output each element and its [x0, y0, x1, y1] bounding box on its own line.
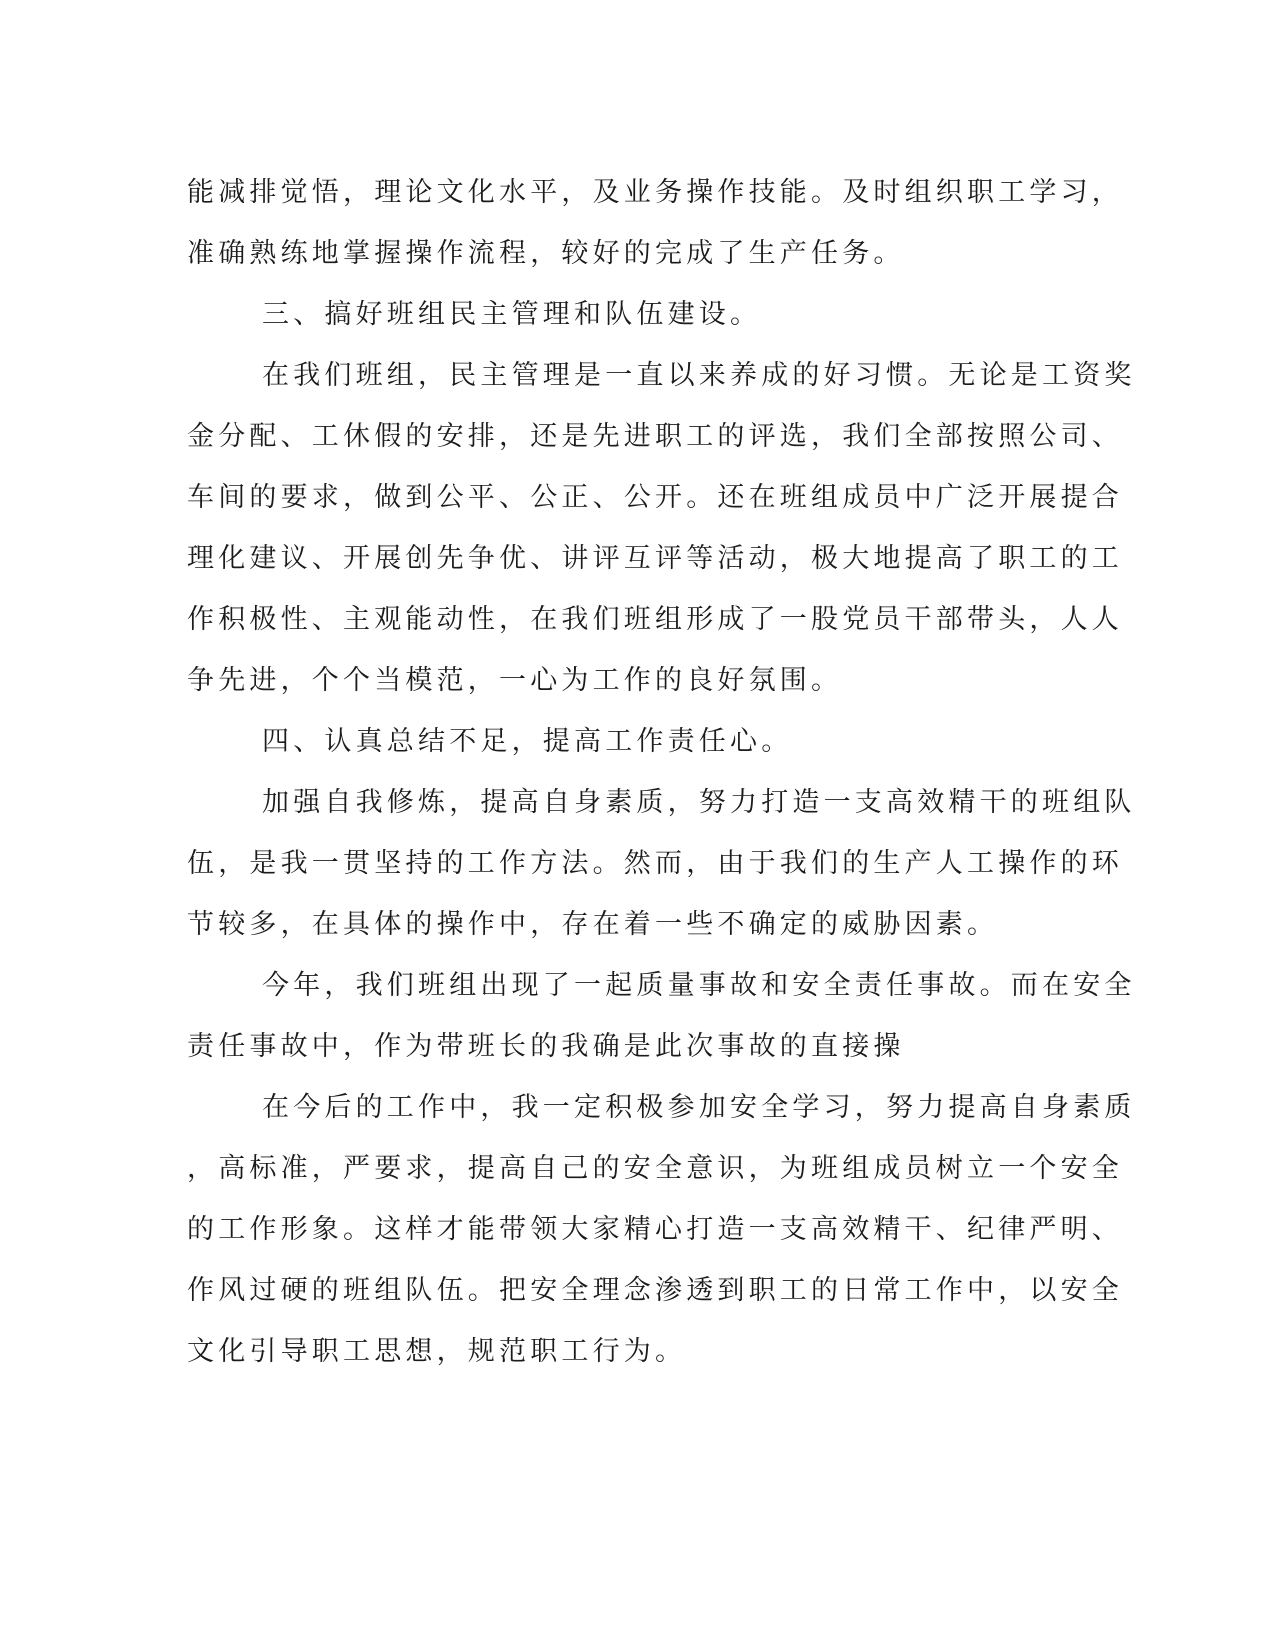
text-line: 能减排觉悟，理论文化水平，及业务操作技能。及时组织职工学习，	[187, 177, 1123, 208]
text-line: 责任事故中，作为带班长的我确是此次事故的直接操	[187, 1031, 905, 1062]
document-body	[187, 162, 1136, 1382]
section-heading: 四、认真总结不足，提高工作责任心。	[262, 726, 793, 757]
text-line: 的工作形象。这样才能带领大家精心打造一支高效精干、纪律严明、	[187, 1214, 1123, 1245]
text-line: 文化引导职工思想，规范职工行为。	[187, 1336, 687, 1367]
text-line: 作风过硬的班组队伍。把安全理念渗透到职工的日常工作中，以安全	[187, 1275, 1123, 1306]
text-line: ，高标准，严要求，提高自己的安全意识，为班组成员树立一个安全	[187, 1153, 1123, 1184]
text-line: 准确熟练地掌握操作流程，较好的完成了生产任务。	[187, 238, 905, 269]
text-line: 车间的要求，做到公平、公正、公开。还在班组成员中广泛开展提合	[187, 482, 1123, 513]
text-line: 今年，我们班组出现了一起质量事故和安全责任事故。而在安全	[262, 970, 1136, 1001]
text-line: 作积极性、主观能动性，在我们班组形成了一股党员干部带头，人人	[187, 604, 1123, 635]
section-heading: 三、搞好班组民主管理和队伍建设。	[262, 299, 762, 330]
text-line: 理化建议、开展创先争优、讲评互评等活动，极大地提高了职工的工	[187, 543, 1123, 574]
text-line: 节较多，在具体的操作中，存在着一些不确定的威胁因素。	[187, 909, 999, 940]
text-line: 伍，是我一贯坚持的工作方法。然而，由于我们的生产人工操作的环	[187, 848, 1123, 879]
text-line: 在今后的工作中，我一定积极参加安全学习，努力提高自身素质	[262, 1092, 1136, 1123]
text-line: 加强自我修炼，提高自身素质，努力打造一支高效精干的班组队	[262, 787, 1136, 818]
text-line: 金分配、工休假的安排，还是先进职工的评选，我们全部按照公司、	[187, 421, 1123, 452]
text-line: 在我们班组，民主管理是一直以来养成的好习惯。无论是工资奖	[262, 360, 1136, 391]
text-line: 争先进，个个当模范，一心为工作的良好氛围。	[187, 665, 843, 696]
